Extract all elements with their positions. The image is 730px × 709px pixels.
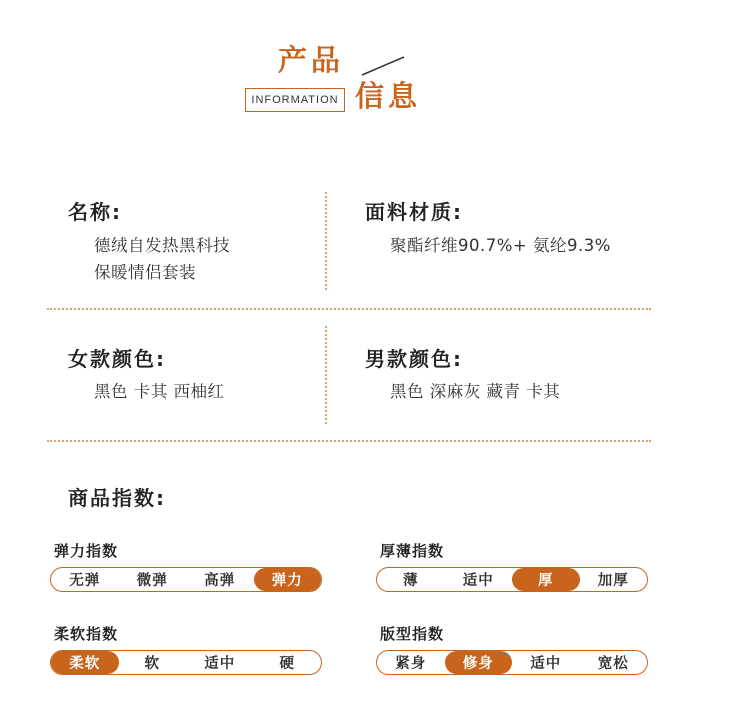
- index-option: 硬: [279, 656, 295, 672]
- index-option: 紧身: [395, 656, 427, 672]
- index-option: 修身: [445, 651, 513, 674]
- index-option: 适中: [530, 656, 562, 672]
- horizontal-divider-2: [47, 440, 651, 442]
- index-option: 高弹: [204, 573, 236, 589]
- index-option: 适中: [204, 656, 236, 672]
- women-color-value: 黑色 卡其 西柚红: [94, 382, 225, 401]
- title-top: 产品: [278, 43, 345, 77]
- fabric-label: 面料材质:: [365, 200, 463, 224]
- index-scale-softness: [50, 650, 322, 675]
- vertical-divider-1: [325, 192, 327, 290]
- slash-decoration: [360, 55, 406, 77]
- index-option: 加厚: [597, 573, 629, 589]
- name-label: 名称:: [68, 200, 122, 224]
- index-option: 弹力: [254, 568, 322, 591]
- index-option: 薄: [403, 573, 419, 589]
- index-label-softness: 柔软指数: [54, 625, 119, 643]
- index-option: 软: [144, 656, 160, 672]
- index-label-thickness: 厚薄指数: [380, 542, 445, 560]
- vertical-divider-2: [325, 326, 327, 424]
- index-scale-thickness: [376, 567, 648, 592]
- index-option: 微弹: [136, 573, 168, 589]
- title-bottom: 信息: [355, 79, 422, 113]
- horizontal-divider-1: [47, 308, 651, 310]
- index-scale-fit: [376, 650, 648, 675]
- information-badge: INFORMATION: [245, 88, 345, 112]
- index-title: 商品指数:: [68, 486, 166, 510]
- index-option: 柔软: [51, 651, 119, 674]
- index-option: 厚: [512, 568, 580, 591]
- index-option: 适中: [462, 573, 494, 589]
- name-value-line2: 保暖情侣套装: [94, 263, 196, 282]
- index-option: 宽松: [597, 656, 629, 672]
- index-option: 无弹: [69, 573, 101, 589]
- men-color-value: 黑色 深麻灰 藏青 卡其: [390, 382, 561, 401]
- index-label-elasticity: 弹力指数: [54, 542, 119, 560]
- fabric-value: 聚酯纤维90.7%+ 氨纶9.3%: [390, 236, 611, 255]
- women-color-label: 女款颜色:: [68, 347, 166, 371]
- index-scale-elasticity: [50, 567, 322, 592]
- name-value-line1: 德绒自发热黑科技: [94, 236, 230, 255]
- name-value: [94, 232, 230, 286]
- men-color-label: 男款颜色:: [365, 347, 463, 371]
- index-label-fit: 版型指数: [380, 625, 445, 643]
